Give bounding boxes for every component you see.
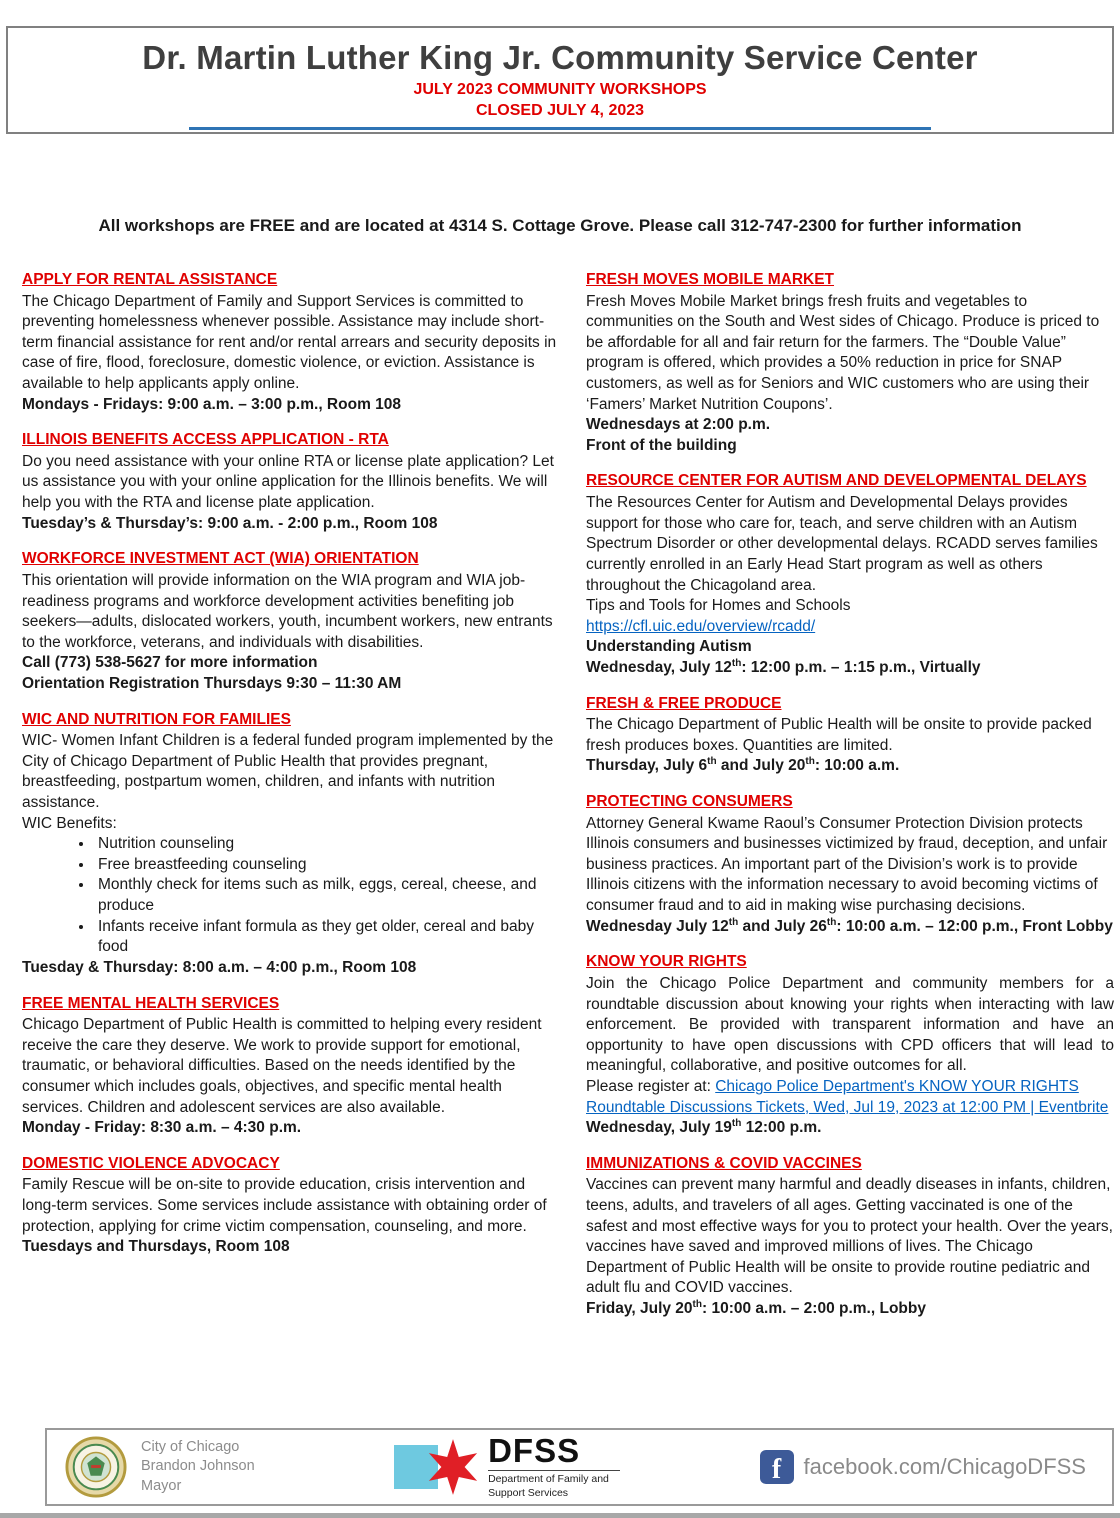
dfss-logo bbox=[394, 1434, 620, 1499]
bullet-list bbox=[94, 834, 560, 958]
right-column bbox=[586, 270, 1114, 1335]
schedule-line: Tuesday & Thursday: 8:00 a.m. – 4:00 p.m., Room 108 bbox=[22, 958, 417, 976]
schedule-line: Call (773) 538-5627 for more information bbox=[22, 654, 318, 672]
schedule-line: Orientation Registration Thursdays 9:30 – 11:30 AM bbox=[22, 674, 402, 692]
section-heading: IMMUNIZATIONS & COVID VACCINES bbox=[586, 1154, 862, 1172]
section-heading: FRESH & FREE PRODUCE bbox=[586, 694, 782, 712]
section-fresh-moves-mobile-market bbox=[586, 270, 1114, 456]
facebook-glyph: f bbox=[771, 1454, 782, 1484]
dfss-acronym: DFSS bbox=[488, 1432, 581, 1470]
body-paragraph: The Chicago Department of Family and Support Services is committed to preventing homelessness whenever possible. Assistance may include short-term financial assistance for rent and/or rental arrears and security deposits in case of fire, flood, foreclosure, domestic violence, or eviction. Assistance is available to help applicants apply online. bbox=[22, 292, 557, 393]
body-paragraph: Chicago Department of Public Health is committed to helping every resident receive the care they deserve. We work to provide support for emotional, traumatic, or behavioral difficulties. Based on the needs identified by the consumer which includes goals, objectives, and specific mental health services. Children and adolescent services are also available. bbox=[22, 1016, 542, 1116]
section-heading: WIC AND NUTRITION FOR FAMILIES bbox=[22, 710, 291, 728]
section-heading: KNOW YOUR RIGHTS bbox=[586, 953, 747, 971]
facebook-handle: facebook.com/ChicagoDFSS bbox=[803, 1454, 1086, 1480]
city-of-chicago-seal-icon bbox=[65, 1436, 127, 1498]
body-paragraph: This orientation will provide information on the WIA program and WIA job-readiness programs and workforce development activities benefiting job seekers—adults, dislocated workers, youth, incumbent workers, new entrants to the workforce, veterans, and individuals with disabilities. bbox=[22, 571, 553, 651]
body-paragraph: Do you need assistance with your online RTA or license plate application? Let us assistance you with your online application for the Illinois benefits. We will help you with the RTA and license plate application. bbox=[22, 452, 554, 512]
body-paragraph bbox=[586, 617, 1114, 638]
page-edge-shadow bbox=[0, 1513, 1120, 1518]
schedule-line: Monday - Friday: 8:30 a.m. – 4:30 p.m. bbox=[22, 1119, 302, 1137]
section-resource-center-for-autism-and-developmental-delays bbox=[586, 471, 1114, 678]
footer bbox=[45, 1428, 1114, 1506]
section-domestic-violence-advocacy bbox=[22, 1154, 560, 1258]
section-illinois-benefits-access-application-rta bbox=[22, 430, 560, 534]
section-heading: PROTECTING CONSUMERS bbox=[586, 793, 793, 811]
chicago-star-icon bbox=[424, 1438, 482, 1496]
body-paragraph: WIC- Women Infant Children is a federal funded program implemented by the City of Chicago Department of Public Health that provides pregnant, breastfeeding, postpartum women, children, and infants with nutrition assistance. bbox=[22, 732, 554, 812]
schedule-line: Wednesdays at 2:00 p.m. bbox=[586, 416, 771, 434]
body-paragraph bbox=[586, 1077, 1114, 1118]
header-subtitle-closed: CLOSED JULY 4, 2023 bbox=[475, 101, 645, 119]
schedule-line: Friday, July 20th: 10:00 a.m. – 2:00 p.m., Lobby bbox=[586, 1298, 926, 1318]
section-free-mental-health-services bbox=[22, 994, 560, 1139]
section-heading: FREE MENTAL HEALTH SERVICES bbox=[22, 994, 280, 1012]
section-workforce-investment-act-wia-orientation bbox=[22, 549, 560, 694]
mayor-name: Brandon Johnson bbox=[141, 1458, 255, 1475]
schedule-line: Front of the building bbox=[586, 436, 737, 454]
body-paragraph: Fresh Moves Mobile Market brings fresh fruits and vegetables to communities on the South and West sides of Chicago. Produce is priced to be affordable for all and fair return for the farmers. The “Double Value” program is offered, which provides a 50% reduction in price for SNAP customers, as well as for Seniors and WIC customers who are using their ‘Famers’ Market Nutrition Coupons’. bbox=[586, 292, 1100, 413]
header-subtitle-workshops: JULY 2023 COMMUNITY WORKSHOPS bbox=[413, 80, 707, 98]
page-title: Dr. Martin Luther King Jr. Community Service Center bbox=[142, 39, 978, 76]
intro-line: All workshops are FREE and are located at 4314 S. Cottage Grove. Please call 312-747-2300 for further information bbox=[98, 216, 1022, 235]
body-paragraph: WIC Benefits: bbox=[22, 814, 117, 832]
section-heading: RESOURCE CENTER FOR AUTISM AND DEVELOPMENTAL DELAYS bbox=[586, 472, 1087, 490]
section-fresh-free-produce bbox=[586, 694, 1114, 777]
section-heading: WORKFORCE INVESTMENT ACT (WIA) ORIENTATION bbox=[22, 550, 419, 568]
schedule-line: Tuesday’s & Thursday’s: 9:00 a.m. - 2:00 p.m., Room 108 bbox=[22, 514, 438, 532]
schedule-line: Tuesdays and Thursdays, Room 108 bbox=[22, 1238, 290, 1256]
schedule-line: Thursday, July 6th and July 20th: 10:00 a.m. bbox=[586, 756, 900, 775]
section-immunizations-covid-vaccines bbox=[586, 1154, 1114, 1320]
facebook-block[interactable] bbox=[760, 1450, 1086, 1484]
body-paragraph: The Chicago Department of Public Health will be onsite to provide packed fresh produces boxes. Quantities are limited. bbox=[586, 716, 1092, 754]
body-paragraph: Attorney General Kwame Raoul’s Consumer Protection Division protects Illinois consumers and businesses victimized by fraud, deception, and unfair business practices. An important part of the Division’s work is to provide Illinois citizens with the information necessary to avoid becoming victims of consumer fraud and to aid in making wise purchasing decisions. bbox=[586, 814, 1108, 915]
hyperlink[interactable]: https://cfl.uic.edu/overview/rcadd/ bbox=[586, 617, 816, 635]
section-heading: FRESH MOVES MOBILE MARKET bbox=[586, 271, 835, 288]
left-column bbox=[22, 270, 560, 1273]
dfss-text-block bbox=[488, 1434, 620, 1499]
section-wic-and-nutrition-for-families bbox=[22, 710, 560, 979]
schedule-line: Wednesday, July 19th 12:00 p.m. bbox=[586, 1118, 822, 1137]
body-paragraph: Tips and Tools for Homes and Schools bbox=[586, 597, 851, 615]
section-protecting-consumers bbox=[586, 792, 1114, 937]
section-heading: DOMESTIC VIOLENCE ADVOCACY bbox=[22, 1154, 280, 1172]
schedule-line: Wednesday July 12th and July 26th: 10:00 a.m. – 12:00 p.m., Front Lobby bbox=[586, 916, 1113, 935]
section-heading: APPLY FOR RENTAL ASSISTANCE bbox=[22, 271, 278, 288]
city-text-block bbox=[141, 1438, 255, 1495]
section-know-your-rights bbox=[586, 952, 1114, 1138]
body-paragraph: Family Rescue will be on-site to provide education, crisis intervention and long-term services. Some services include assistance with obtaining order of protection, applying for crime victim compensation, counseling, and more. bbox=[22, 1176, 547, 1235]
bullet-item: • Monthly check for items such as milk, eggs, cereal, cheese, and produce bbox=[94, 875, 560, 916]
body-paragraph: The Resources Center for Autism and Developmental Delays provides support for those who care for, teach, and serve children with an Autism Spectrum Disorder or other developmental delays. RCADD serves families currently enrolled in an Early Head Start program as well as others throughout the Chicagoland area. bbox=[586, 494, 1098, 594]
header-divider-rule bbox=[189, 127, 931, 130]
section-heading: ILLINOIS BENEFITS ACCESS APPLICATION - RTA bbox=[22, 431, 389, 449]
link-prefix: Please register at: bbox=[586, 1077, 716, 1095]
body-paragraph: Join the Chicago Police Department and community members for a roundtable discussion about knowing your rights when interacting with law enforcement. Be provided with transparent information and have an opportunity to have open discussions with CPD officers that will lead to meaningful, collaborative, and positive outcomes for all. bbox=[586, 974, 1114, 1075]
workshops-columns bbox=[22, 270, 1114, 1335]
schedule-line: Wednesday, July 12th: 12:00 p.m. – 1:15 p.m., Virtually bbox=[586, 657, 981, 676]
facebook-icon[interactable] bbox=[760, 1450, 794, 1484]
section-apply-for-rental-assistance bbox=[22, 270, 560, 415]
bullet-item: • Infants receive infant formula as they get older, cereal and baby food bbox=[94, 917, 560, 958]
dfss-department-name: Department of Family and Support Services bbox=[488, 1470, 620, 1499]
hyperlink[interactable]: Chicago Police Department's KNOW YOUR RIGHTS Roundtable Discussions Tickets, Wed, Jul 19, 2023 at 12:00 PM | Eventbrite bbox=[586, 1077, 1109, 1116]
schedule-line: Understanding Autism bbox=[586, 638, 752, 656]
body-paragraph: Vaccines can prevent many harmful and deadly diseases in infants, children, teens, adults, and travelers of all ages. Getting vaccinated is one of the safest and most effective ways for you to protect your health. Over the years, vaccines have saved and improved millions of lives. The Chicago Department of Public Health will be onsite to provide routine pediatric and adult flu and COVID vaccines. bbox=[586, 1176, 1113, 1297]
city-name: City of Chicago bbox=[141, 1439, 240, 1456]
mayor-title: Mayor bbox=[141, 1477, 182, 1494]
bullet-item: • Free breastfeeding counseling bbox=[94, 855, 560, 876]
city-of-chicago-block bbox=[65, 1436, 255, 1498]
header bbox=[6, 26, 1114, 134]
bullet-item: • Nutrition counseling bbox=[94, 834, 560, 855]
schedule-line: Mondays - Fridays: 9:00 a.m. – 3:00 p.m., Room 108 bbox=[22, 395, 402, 413]
